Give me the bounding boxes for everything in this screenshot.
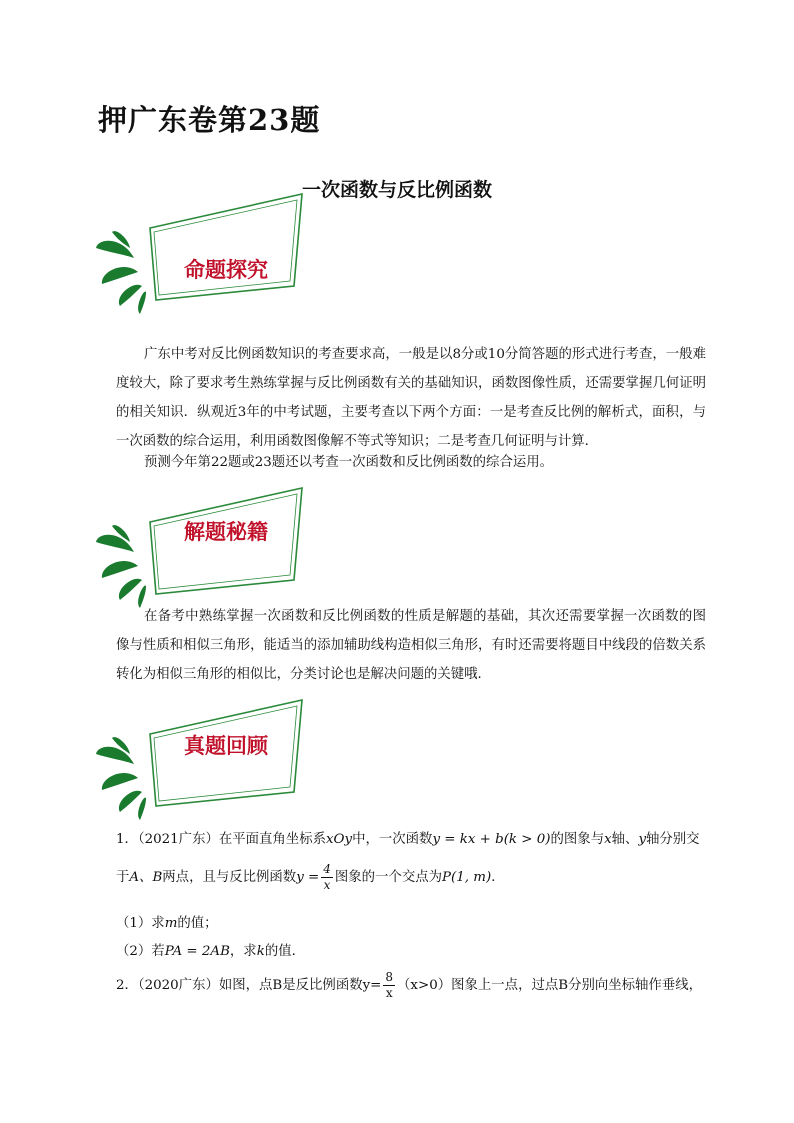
- math-expr: xOy: [325, 832, 353, 847]
- math-expr: x: [604, 832, 612, 847]
- text: 的图象与: [550, 832, 605, 847]
- text: 的值．: [264, 944, 305, 959]
- math-expr: PA = 2AB: [164, 944, 230, 959]
- numerator: 8: [385, 970, 394, 984]
- fraction: [321, 862, 333, 893]
- text: （2）若: [116, 944, 165, 959]
- denominator: x: [385, 986, 393, 1000]
- problem-1-line-2: [116, 862, 505, 893]
- text: 图象的一个交点为: [334, 870, 443, 885]
- math-expr: y = kx + b(k > 0): [432, 832, 551, 847]
- text: 中，一次函数: [352, 832, 433, 847]
- math-expr: y: [638, 832, 647, 847]
- section-heading: 解题秘籍: [184, 519, 268, 544]
- math-expr: m: [164, 916, 178, 931]
- text: （x>0）图象上一点，过点B分别向坐标轴作垂线，: [397, 978, 702, 993]
- math-expr: A、B: [129, 870, 163, 885]
- fraction: [383, 970, 395, 1001]
- text: （1）求: [116, 916, 165, 931]
- leaf-frame-icon: [94, 188, 310, 318]
- text: 轴分别交: [646, 832, 700, 847]
- leaf-frame-icon: [94, 482, 310, 612]
- text: 于: [116, 870, 130, 885]
- text: 轴、: [611, 832, 639, 847]
- text: 两点，且与反比例函数: [162, 870, 297, 885]
- denominator: x: [323, 878, 331, 892]
- paragraph: 广东中考对反比例函数知识的考查要求高，一般是以8分或10分简答题的形式进行考查，一般难度较大，除了要求考生熟练掌握与反比例函数有关的基础知识，函数图像性质，还需要掌握几何证明的相关知识．纵观近3年的中考试题，主要考查以下两个方面：一是考查反比例的解析式，面积，与一次函数的综合运用，利用函数图像解不等式等知识；二是考查几何证明与计算．: [116, 347, 706, 449]
- text: 2．（2020广东）如图，点B是反比例函数: [116, 978, 363, 993]
- section-banner-3: [94, 694, 310, 824]
- paragraph: 预测今年第22题或23题还以考查一次函数和反比例函数的综合运用。: [144, 455, 554, 470]
- numerator: 4: [323, 862, 331, 876]
- text: 1．（2021广东）在平面直角坐标系: [116, 832, 326, 847]
- text: 的值；: [177, 916, 218, 931]
- section-heading: 真题回顾: [184, 733, 268, 758]
- math-expr: P(1, m): [442, 870, 492, 885]
- page-title: 押广东卷第23题: [98, 103, 321, 137]
- math-expr: y=: [362, 978, 382, 993]
- math-expr: k: [256, 944, 265, 959]
- text: ，求: [229, 944, 257, 959]
- section-heading: 命题探究: [184, 257, 268, 282]
- problem-2-line-1: [116, 970, 702, 1001]
- problem-1-line-1: [116, 828, 700, 847]
- page-subtitle: 一次函数与反比例函数: [301, 179, 492, 201]
- text: ．: [491, 870, 505, 885]
- paragraph: 在备考中熟练掌握一次函数和反比例函数的性质是解题的基础，其次还需要掌握一次函数的图像与性质和相似三角形，能适当的添加辅助线构造相似三角形，有时还需要将题目中线段的倍数关系转化为相似三角形的相似比，分类讨论也是解决问题的关键哦．: [116, 609, 706, 682]
- math-expr: y =: [296, 870, 320, 885]
- section-banner-2: [94, 482, 310, 612]
- problem-1-sub-2: [116, 940, 305, 959]
- problem-1-sub-1: [116, 912, 218, 931]
- section-banner-1: [94, 188, 310, 318]
